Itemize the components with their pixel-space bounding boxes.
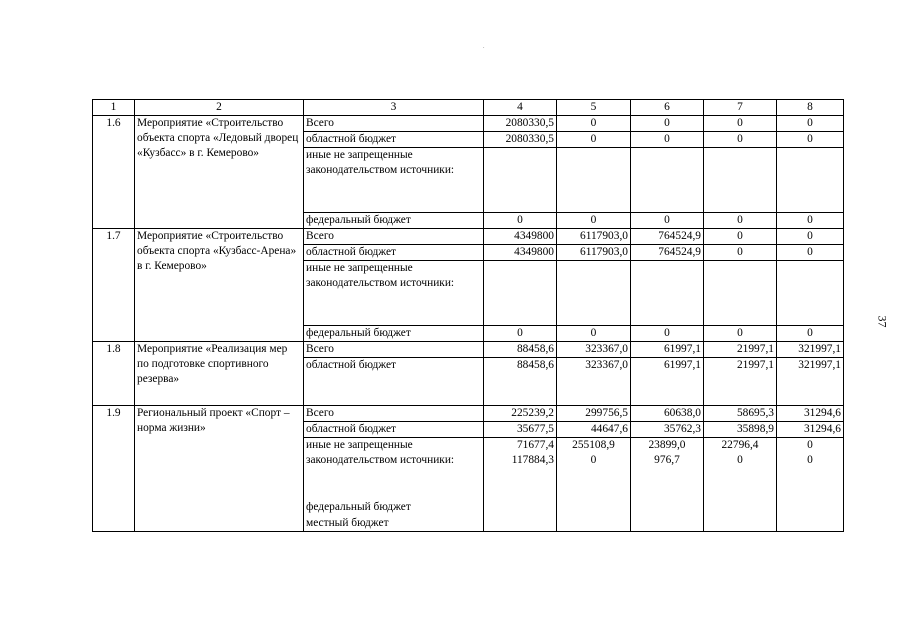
value-cell: 0: [704, 326, 777, 342]
measure-name: Мероприятие «Строительство объекта спорта «Кузбасс-Арена» в г. Кемерово»: [135, 229, 304, 342]
value-cell: 0: [484, 326, 557, 342]
value-cell: 2080330,5: [484, 132, 557, 148]
source-label: [304, 438, 484, 532]
value-cell: 61997,1: [631, 342, 704, 358]
value-cell: 4349800: [484, 245, 557, 261]
source-label: областной бюджет: [304, 358, 484, 406]
value-cell: 0: [484, 213, 557, 229]
value-cell: 0: [557, 132, 631, 148]
value-cell: [631, 261, 704, 326]
budget-table: [92, 99, 844, 532]
other-sources-label: иные не запрещенные законодательством источники:: [306, 149, 455, 176]
local-label: местный бюджет: [306, 517, 389, 529]
source-label: федеральный бюджет: [304, 213, 484, 229]
source-label: Всего: [304, 229, 484, 245]
value-cell: 0: [777, 245, 844, 261]
other-sources-label: иные не запрещенные законодательством источники:: [306, 262, 455, 289]
value-cell: [777, 261, 844, 326]
value-cell: 323367,0: [557, 358, 631, 406]
value-cell: 60638,0: [631, 406, 704, 422]
federal-value: 0: [807, 439, 813, 451]
value-cell: 0: [777, 132, 844, 148]
row-number: 1.6: [93, 116, 135, 229]
value-cell: 0: [557, 213, 631, 229]
row-number: 1.9: [93, 406, 135, 532]
value-cell: [631, 438, 704, 532]
value-cell: 6117903,0: [557, 245, 631, 261]
value-cell: 35677,5: [484, 422, 557, 438]
value-cell: 0: [557, 326, 631, 342]
header-cell: 4: [484, 100, 557, 116]
header-cell: 6: [631, 100, 704, 116]
header-cell: 7: [704, 100, 777, 116]
value-cell: 0: [777, 213, 844, 229]
source-label: [304, 261, 484, 326]
value-cell: [557, 438, 631, 532]
value-cell: 0: [777, 229, 844, 245]
local-value: 976,7: [654, 454, 680, 466]
value-cell: 299756,5: [557, 406, 631, 422]
other-sources-label: иные не запрещенные законодательством источники:: [306, 439, 455, 466]
value-cell: 0: [704, 116, 777, 132]
value-cell: 0: [631, 116, 704, 132]
value-cell: [557, 148, 631, 213]
value-cell: 225239,2: [484, 406, 557, 422]
value-cell: 764524,9: [631, 245, 704, 261]
header-row: [93, 100, 844, 116]
value-cell: 0: [631, 132, 704, 148]
measure-name: Мероприятие «Строительство объекта спорта «Ледовый дворец «Кузбасс» в г. Кемерово»: [135, 116, 304, 229]
table-row: [93, 229, 844, 245]
value-cell: [484, 261, 557, 326]
local-value: 0: [590, 454, 597, 466]
value-cell: 88458,6: [484, 342, 557, 358]
measure-name: Мероприятие «Реализация мер по подготовке спортивного резерва»: [135, 342, 304, 406]
value-cell: 88458,6: [484, 358, 557, 406]
value-cell: 31294,6: [777, 422, 844, 438]
value-cell: [484, 438, 557, 532]
federal-value: 71677,4: [516, 439, 554, 451]
source-label: областной бюджет: [304, 132, 484, 148]
value-cell: [557, 261, 631, 326]
source-label: [304, 148, 484, 213]
value-cell: [631, 148, 704, 213]
value-cell: 4349800: [484, 229, 557, 245]
header-cell: 1: [93, 100, 135, 116]
value-cell: 6117903,0: [557, 229, 631, 245]
value-cell: 0: [704, 132, 777, 148]
federal-value: 23899,0: [648, 439, 686, 451]
measure-name: Региональный проект «Спорт – норма жизни»: [135, 406, 304, 532]
value-cell: 21997,1: [704, 342, 777, 358]
source-label: Всего: [304, 342, 484, 358]
local-value: 117884,3: [511, 454, 554, 466]
table-row: [93, 116, 844, 132]
value-cell: 2080330,5: [484, 116, 557, 132]
value-cell: 44647,6: [557, 422, 631, 438]
source-label: областной бюджет: [304, 422, 484, 438]
source-label: федеральный бюджет: [304, 326, 484, 342]
value-cell: [704, 261, 777, 326]
table-row: [93, 406, 844, 422]
value-cell: [484, 148, 557, 213]
value-cell: 58695,3: [704, 406, 777, 422]
value-cell: 321997,1: [777, 342, 844, 358]
table-row: [93, 342, 844, 358]
value-cell: 35762,3: [631, 422, 704, 438]
source-label: Всего: [304, 116, 484, 132]
value-cell: 764524,9: [631, 229, 704, 245]
value-cell: 321997,1: [777, 358, 844, 406]
value-cell: 21997,1: [704, 358, 777, 406]
source-label: Всего: [304, 406, 484, 422]
value-cell: 0: [557, 116, 631, 132]
value-cell: 0: [704, 213, 777, 229]
value-cell: 0: [777, 116, 844, 132]
source-label: областной бюджет: [304, 245, 484, 261]
value-cell: [777, 438, 844, 532]
value-cell: 31294,6: [777, 406, 844, 422]
value-cell: 323367,0: [557, 342, 631, 358]
value-cell: [704, 148, 777, 213]
federal-label: федеральный бюджет: [306, 501, 411, 513]
federal-value: 255108,9: [572, 439, 615, 451]
header-cell: 5: [557, 100, 631, 116]
value-cell: 0: [631, 326, 704, 342]
stray-dot: .: [483, 44, 485, 50]
value-cell: 61997,1: [631, 358, 704, 406]
header-cell: 2: [135, 100, 304, 116]
local-value: 0: [737, 454, 743, 466]
row-number: 1.7: [93, 229, 135, 342]
value-cell: 0: [704, 229, 777, 245]
value-cell: 0: [704, 245, 777, 261]
value-cell: [704, 438, 777, 532]
value-cell: [777, 148, 844, 213]
value-cell: 35898,9: [704, 422, 777, 438]
header-cell: 3: [304, 100, 484, 116]
local-value: 0: [807, 454, 813, 466]
page-number: 37: [875, 315, 890, 328]
value-cell: 0: [631, 213, 704, 229]
row-number: 1.8: [93, 342, 135, 406]
header-cell: 8: [777, 100, 844, 116]
federal-value: 22796,4: [721, 439, 759, 451]
value-cell: 0: [777, 326, 844, 342]
